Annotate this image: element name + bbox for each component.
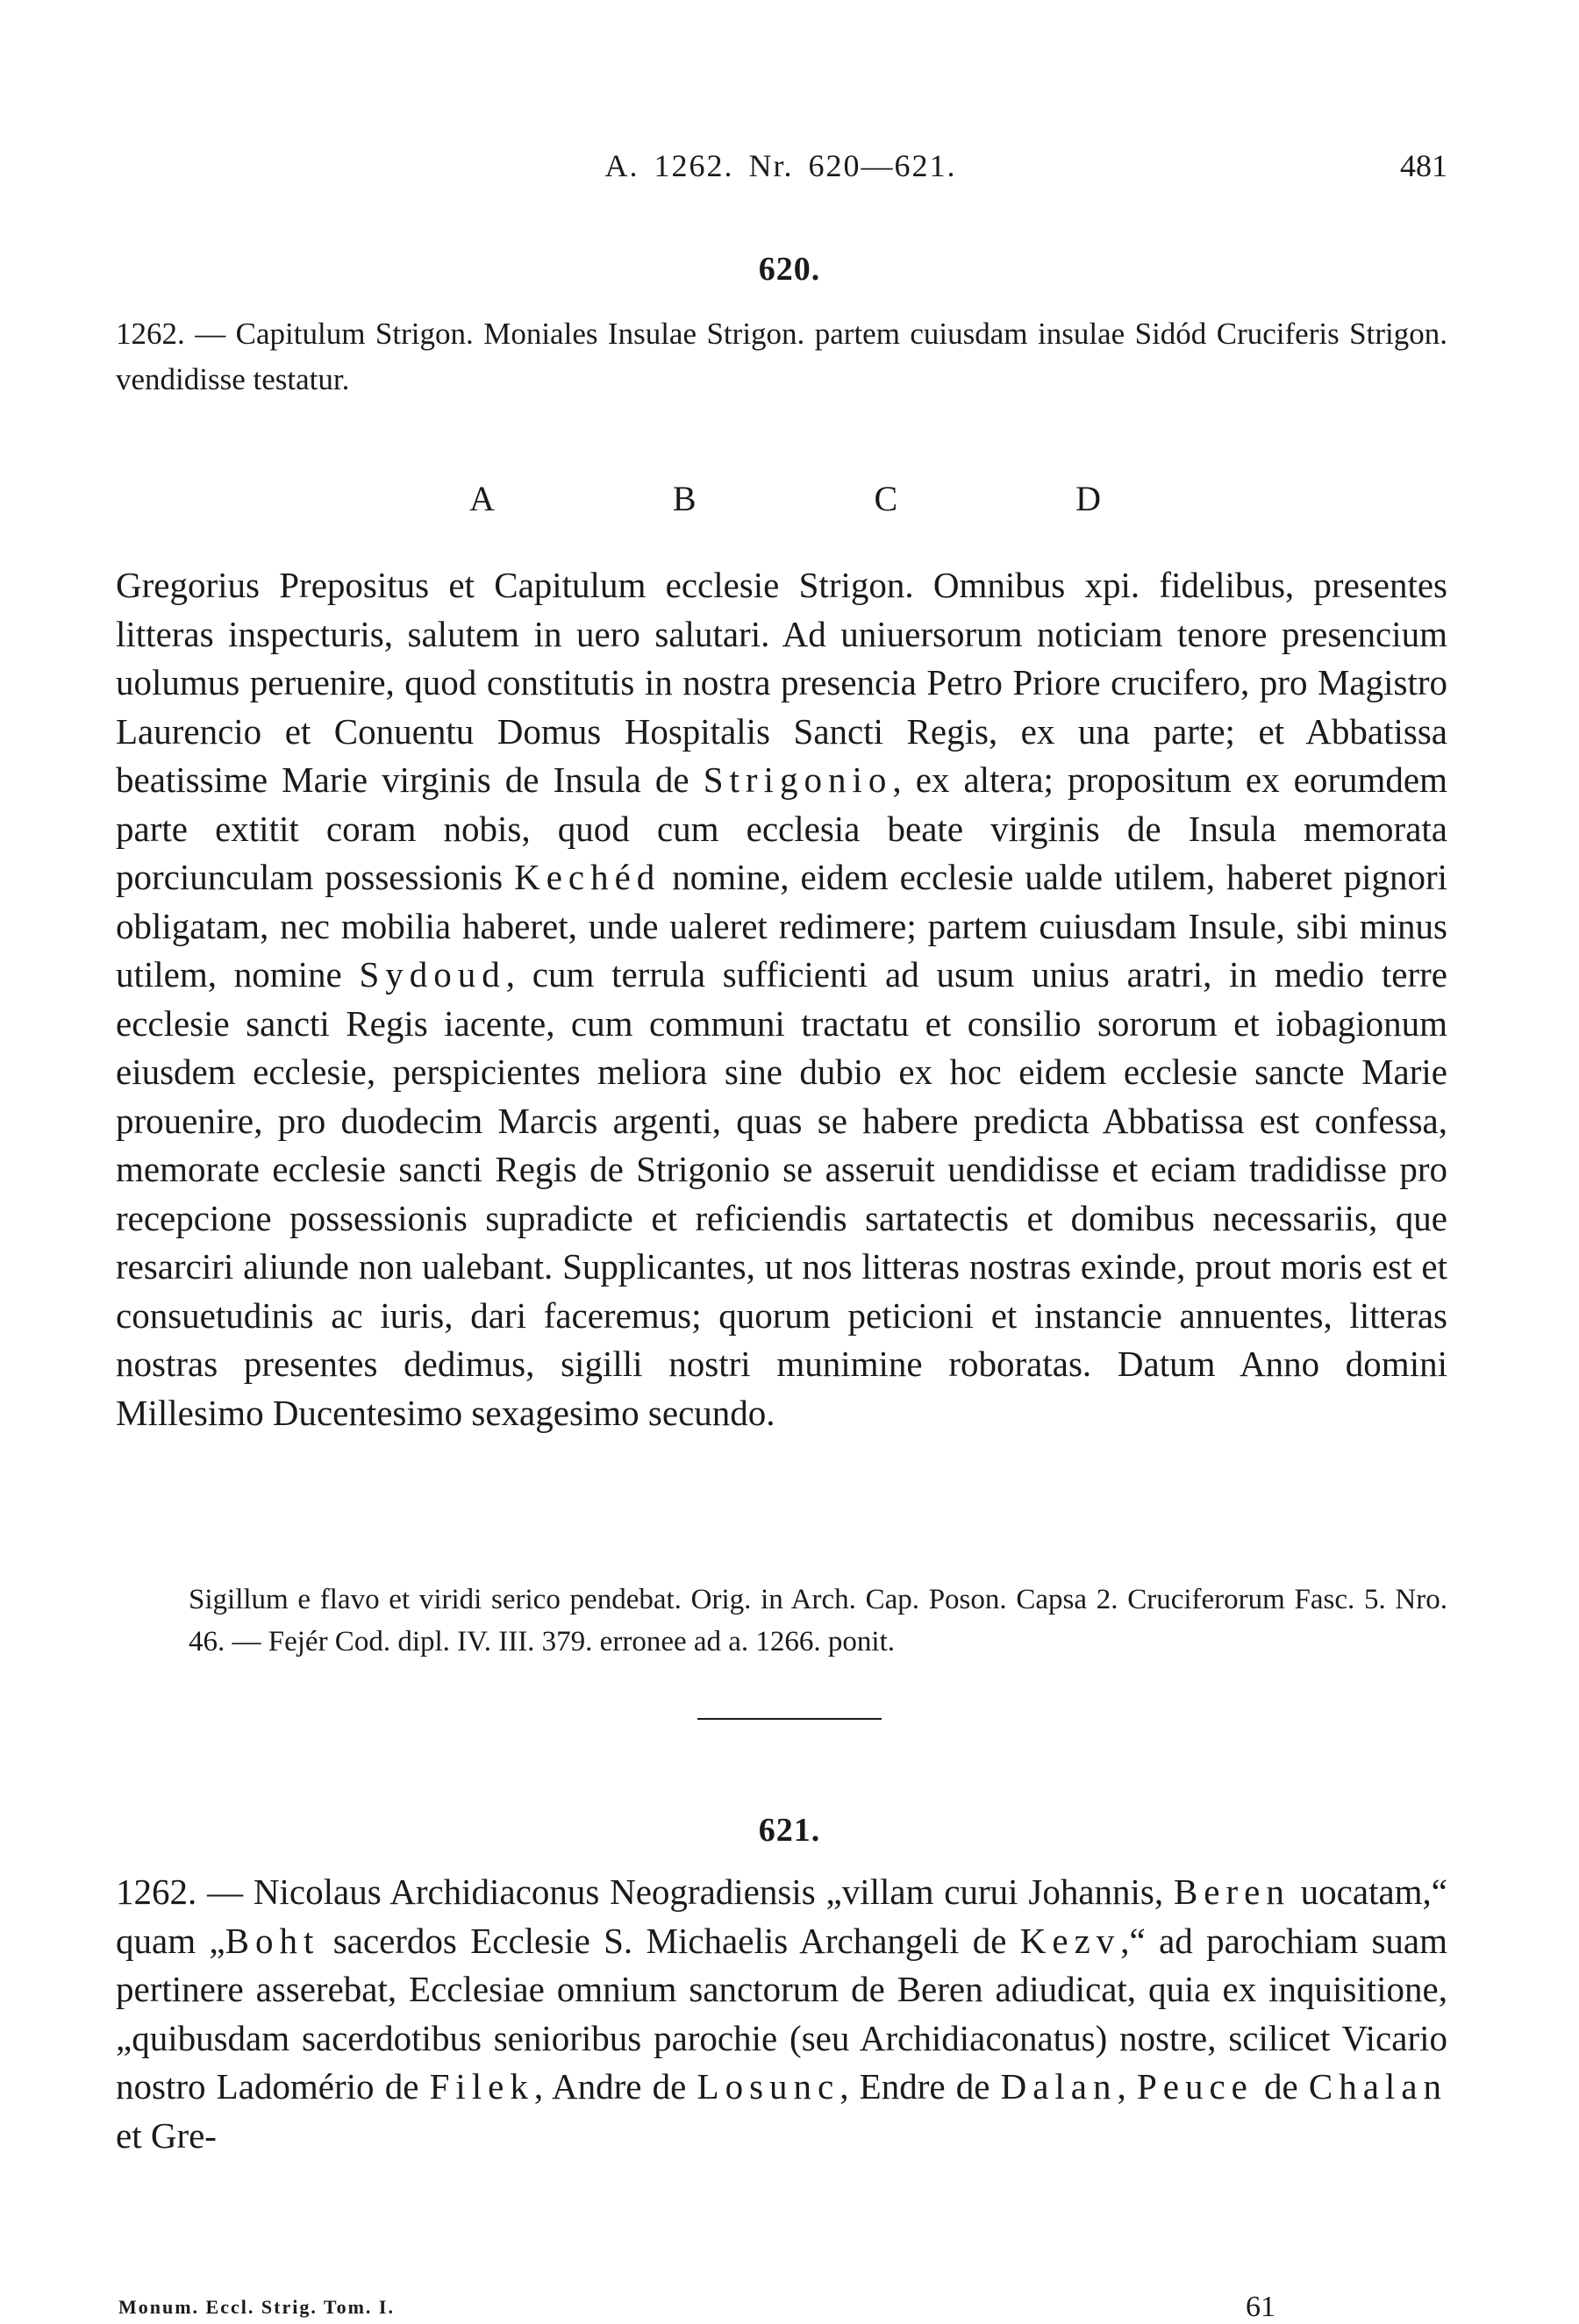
person-name: Boht xyxy=(225,1920,320,1961)
siglum: D xyxy=(1075,479,1101,518)
text-run: Gregorius Prepositus et Capitulum ecclesie Strigon. Omnibus xpi. fidelibus, presentes litteras inspecturis, salutem in uero salutari. Ad uniuersorum noticiam tenore presencium uolumus peruenire, quod constitutis in nostra presencia Petro Priore crucifero, pro Magistro Laurencio et Conuentu Domus Hospitalis Sancti Regis, ex una parte; et Abbatissa beatissime Marie virginis de Insula de xyxy=(116,565,1447,800)
place-name: Losunc xyxy=(697,2066,840,2107)
place-name: Sydoud xyxy=(359,954,506,994)
text-run: sacerdos Ecclesie S. Michaelis Archangeli de xyxy=(332,1920,1007,1961)
text-run: 1262. — Nicolaus Archidiaconus Neogradiensis „villam curui Johannis, xyxy=(116,1871,1164,1912)
document-number-621: 621. xyxy=(758,1812,821,1849)
text-run: , xyxy=(1117,2066,1126,2107)
siglum: A xyxy=(469,479,495,518)
page-number: 481 xyxy=(1400,148,1447,183)
place-name: Kezv xyxy=(1019,1920,1121,1961)
text-run: , Andre de xyxy=(533,2066,687,2107)
text-run: , ex altera; propositum ex eorumdem parte extitit coram nobis, quod cum ecclesia beate virginis de Insula memorata porciunculam possessionis xyxy=(116,759,1448,897)
siglum: C xyxy=(874,479,898,518)
section-divider xyxy=(697,1718,882,1720)
running-title: A. 1262. Nr. 620—621. xyxy=(604,148,957,183)
person-name: Peuce xyxy=(1136,2066,1254,2107)
text-run: , cum terrula sufficienti ad usum unius aratri, in medio terre ecclesie sancti Regis iacente, cum communi tractatu et consilio sororum et iobagionum eiusdem ecclesie, perspicientes meliora sine dubio ex hoc eidem ecclesie sancte Marie prouenire, pro duodecim Marcis argenti, quas se habere predicta Abbatissa est confessa, memorate ecclesie sancti Regis de Strigonio se asseruit uendidisse et eciam tradidisse pro recepcione possessionis supradicte et reficiendis sartatectis et domibus necessariis, que resarciri aliunde non ualebant. Supplicantes, ut nos litteras nostras exinde, prout moris est et consuetudinis ac iuris, dari faceremus; quorum peticioni et instancie annuentes, litteras nostras presentes dedimus, sigilli nostri munimine roboratas. Datum Anno domini Millesimo Ducentesimo sexagesimo secundo. xyxy=(116,954,1447,1433)
text-run: et Gre- xyxy=(116,2114,217,2156)
siglum: B xyxy=(672,479,697,518)
sheet-number: 61 xyxy=(1246,2291,1275,2323)
text-run: de xyxy=(1264,2066,1298,2107)
archival-note-620: Sigillum e flavo et viridi serico pendebat. Orig. in Arch. Cap. Poson. Capsa 2. Cruciferorum Fasc. 5. Nro. 46. — Fejér Cod. dipl. IV. III. 379. erronee ad a. 1266. ponit. xyxy=(189,1584,1447,1657)
place-name: Filek xyxy=(429,2066,534,2107)
place-name: Dalan xyxy=(1000,2066,1118,2107)
text-run: ,“ ad parochiam suam pertinere asserebat, Ecclesiae omnium sanctorum de Beren adiudicat, quia ex inquisitione, „quibusdam sacerdotibus senioribus parochie (seu Archidiaconatus) nostre, scilicet Vicario nostro Ladomério de xyxy=(116,1920,1448,2107)
place-name: Kechéd xyxy=(514,857,661,897)
running-head xyxy=(114,147,1447,191)
text-run: uocatam,“ quam „ xyxy=(116,1871,1447,1961)
text-run: , Endre de xyxy=(840,2066,990,2107)
text-run: nomine, eidem ecclesie ualde utilem, haberet pignori obligatam, nec mobilia haberet, unde ualeret redimere; partem cuiusdam Insule, sibi minus utilem, nomine xyxy=(116,857,1448,994)
document-number-620: 620. xyxy=(758,251,821,288)
document-summary-620: 1262. — Capitulum Strigon. Moniales Insulae Strigon. partem cuiusdam insulae Sidód Cruciferis Strigon. vendidisse testatur. xyxy=(116,317,1447,396)
charter-text-621 xyxy=(116,1868,1447,2160)
manuscript-sigla xyxy=(469,478,1101,519)
charter-text-620 xyxy=(116,561,1447,1437)
place-name: Strigonio xyxy=(703,759,893,800)
place-name: Beren xyxy=(1173,1871,1290,1912)
place-name: Chalan xyxy=(1308,2066,1448,2107)
printer-signature: Monum. Eccl. Strig. Tom. I. xyxy=(118,2296,395,2318)
